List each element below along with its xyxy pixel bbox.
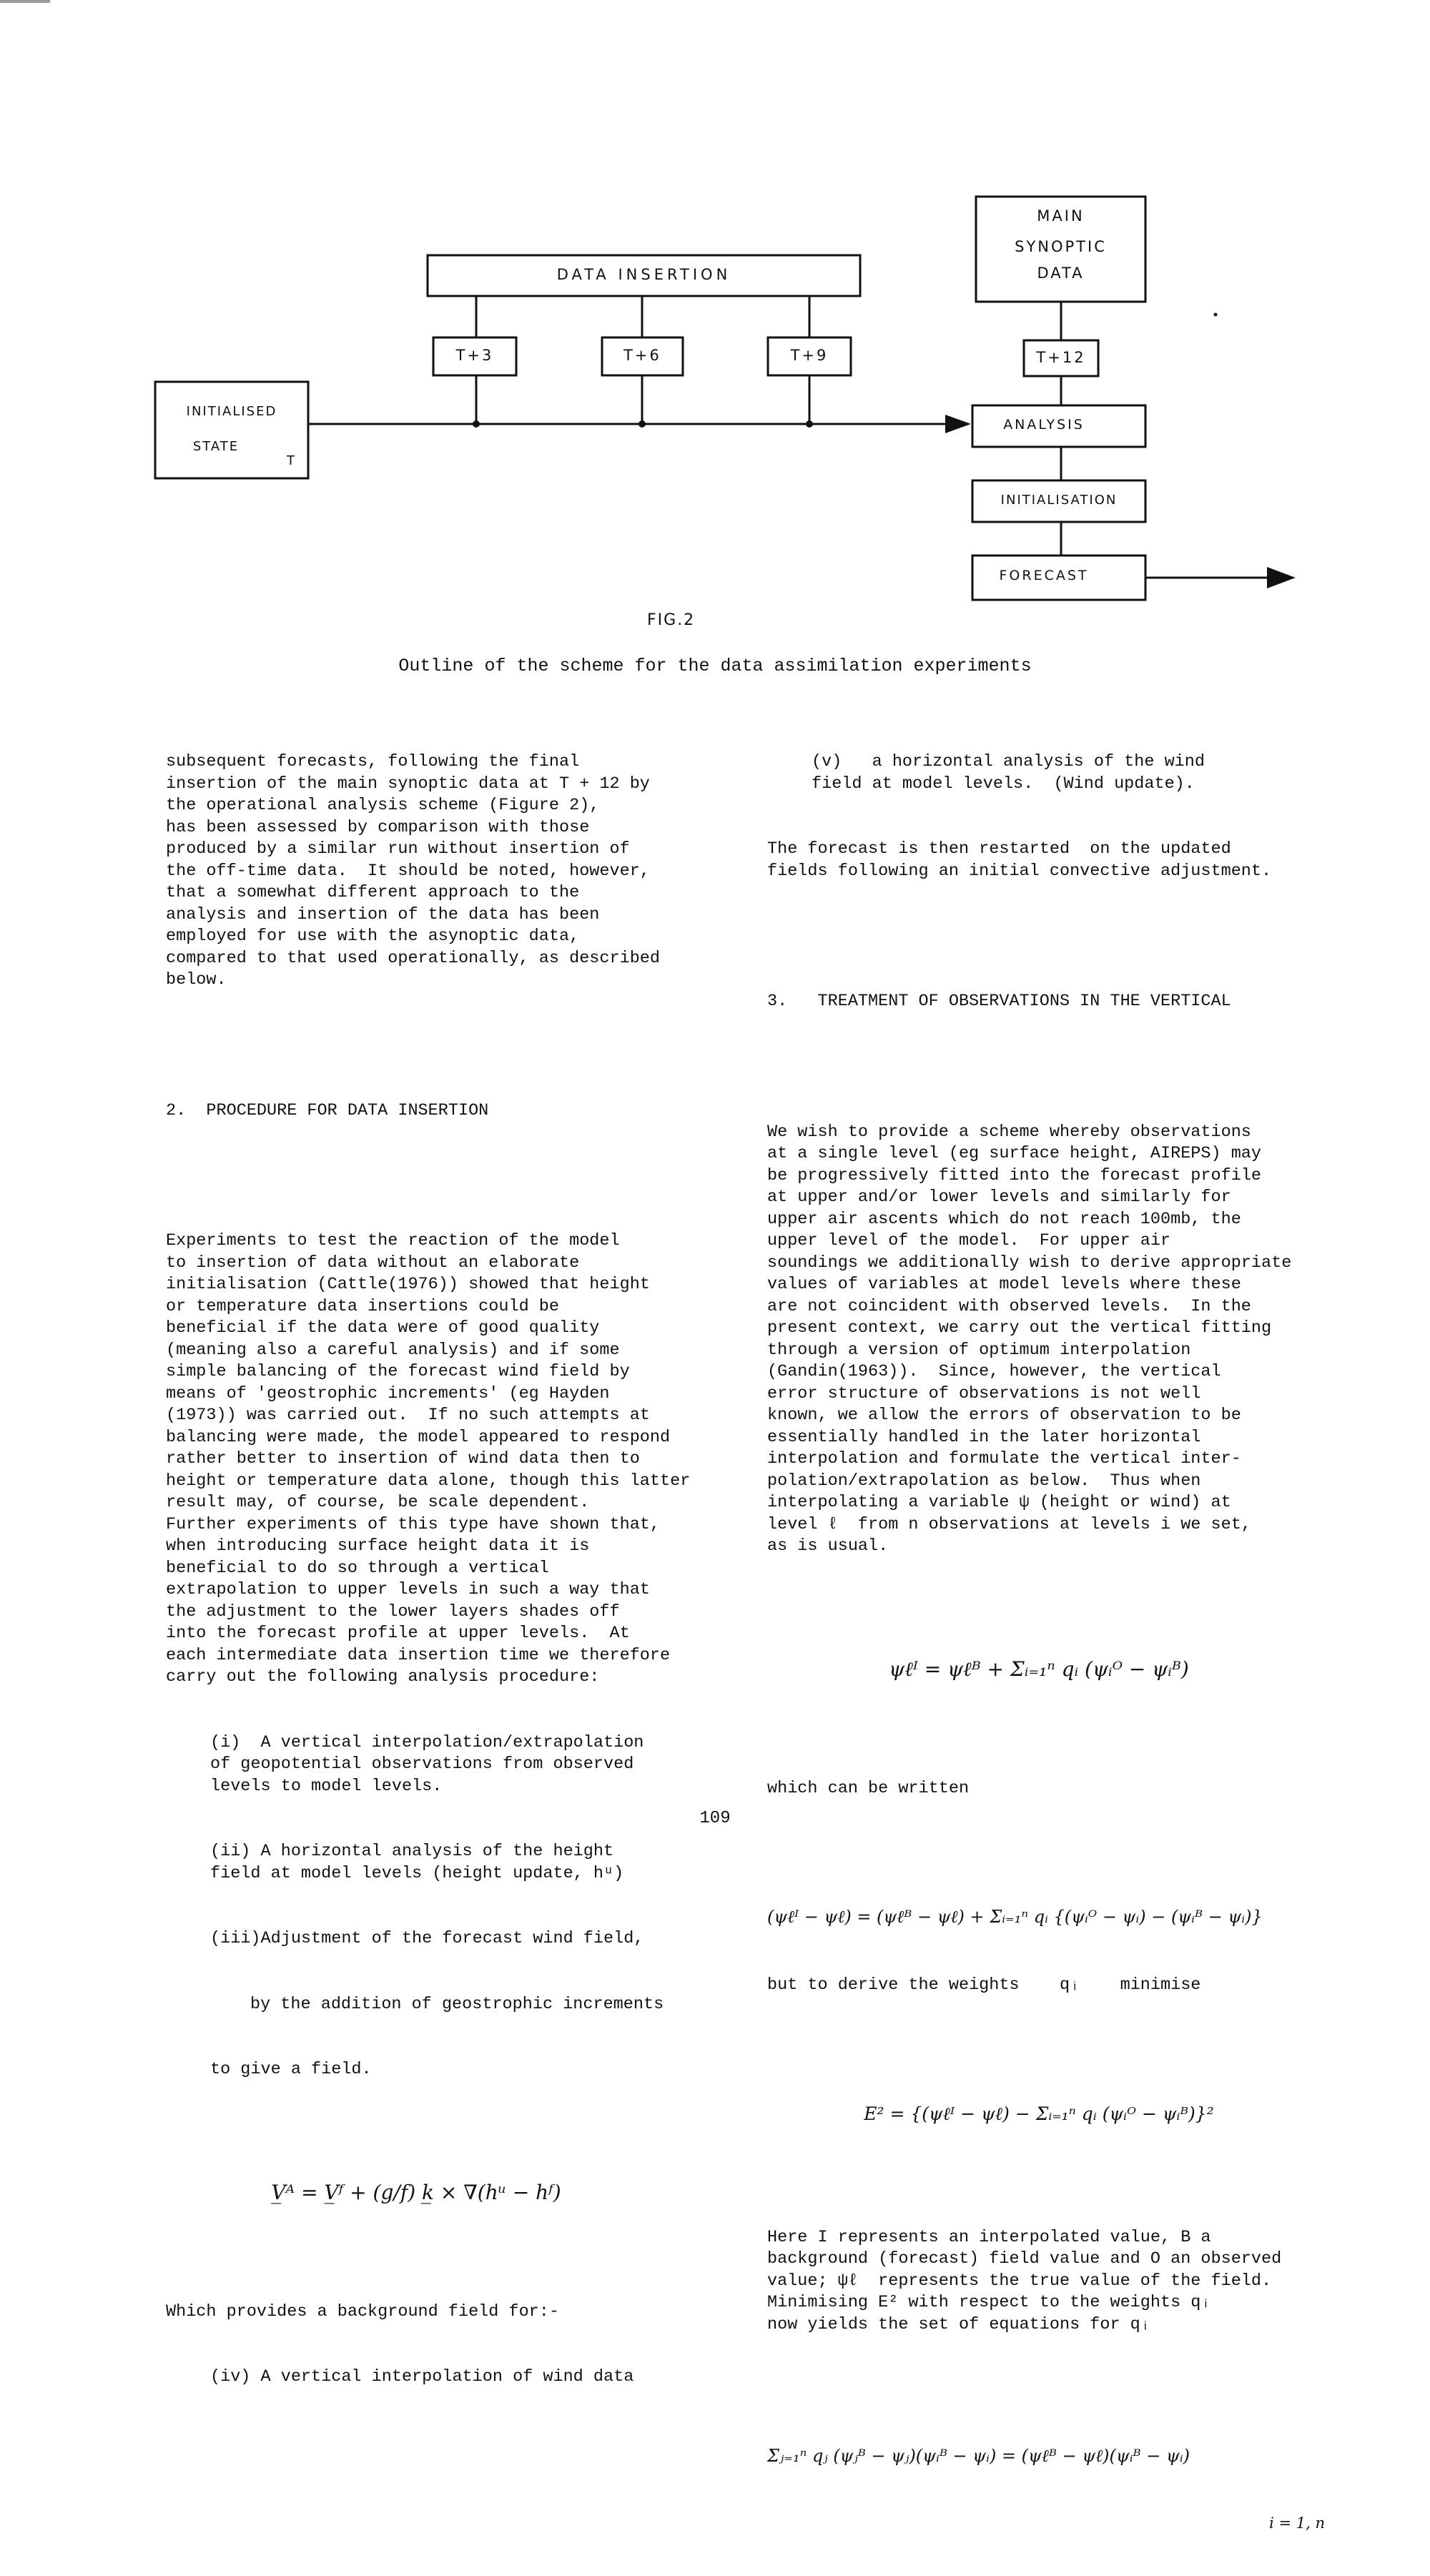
main-synoptic-label-2: SYNOPTIC — [1015, 238, 1107, 255]
error-equation: (ψℓᴵ − ψℓ) = (ψℓᴮ − ψℓ) + Σᵢ₌₁ⁿ qᵢ {(ψᵢᴼ − ψᵢ) − (ψᵢᴮ − ψᵢ)} — [767, 1907, 1263, 1927]
section-3-heading: 3. TREATMENT OF OBSERVATIONS IN THE VERTICAL — [767, 992, 1231, 1011]
procedure-item-i: (i) A vertical interpolation/extrapolation of geopotential observations from observed levels to model levels. — [210, 1732, 644, 1796]
flow-diagram — [0, 0, 1430, 643]
analysis-label: ANALYSIS — [1003, 417, 1085, 433]
page-number: 109 — [699, 1809, 731, 1828]
definitions-text: Here I represents an interpolated value, B a background (forecast) field value and O an observed value; ψℓ represents the true value of the field. Minimising E² with respect to the weights qᵢ now yields the set of equations for qᵢ — [767, 2227, 1282, 2334]
interpolation-equation: ψℓᴵ = ψℓᴮ + Σᵢ₌₁ⁿ qᵢ (ψᵢᴼ − ψᵢᴮ) — [889, 1657, 1189, 1681]
figure-caption: Outline of the scheme for the data assimilation experiments — [398, 656, 1032, 676]
left-column — [166, 708, 724, 2432]
intro-paragraph: subsequent forecasts, following the final insertion of the main synoptic data at T + 12 by the operational analysis scheme (Figure 2), has been assessed by comparison with those produced by a similar run without insertion of the off-time data. It should be noted, however, that a somewhat different approach to the analysis and insertion of the data has been employed for use with the asynoptic data, compared to that used operationally, as described below. — [166, 752, 661, 990]
derive-weights-text: but to derive the weights qᵢ minimise — [767, 1975, 1201, 1995]
figure-2-diagram — [0, 0, 1430, 643]
minimisation-equation: E² = {(ψℓᴵ − ψℓ) − Σᵢ₌₁ⁿ qᵢ (ψᵢᴼ − ψᵢᴮ)}² — [864, 2103, 1214, 2124]
section-3-body: We wish to provide a scheme whereby observations at a single level (eg surface height, AIREPS) may be progressively fitted into the forecast profile at upper and/or lower levels and similarly for upper air ascents which do not reach 100mb, the upper level of the model. For upper air soundings we additionally wish to derive appropriate values of variables at model levels where these are not coincident with observed levels. In the present context, we carry out the vertical fitting through a version of optimum interpolation (Gandin(1963)). Since, however, the vertical error structure of observations is not well known, we allow the errors of observation to be essentially handled in the later horizontal interpolation and formulate the vertical inter- polation/extrapolation as below. Thus when interpolating a variable ψ (height or wind) at level ℓ from n observations at levels i we set, as is usual. — [767, 1122, 1292, 1556]
forecast-label: FORECAST — [999, 568, 1089, 583]
t9-label: T+9 — [790, 347, 829, 364]
main-synoptic-label-3: DATA — [1037, 265, 1085, 282]
procedure-item-iii-cont: by the addition of geostrophic increments — [250, 1994, 664, 2014]
procedure-item-v: (v) a horizontal analysis of the wind field at model levels. (Wind update). — [812, 752, 1205, 794]
t12-label: T+12 — [1036, 349, 1086, 366]
data-insertion-label: DATA INSERTION — [556, 266, 731, 283]
restart-text: The forecast is then restarted on the updated fields following an initial convective adjustment. — [767, 839, 1272, 881]
state-label: STATE — [192, 439, 240, 454]
weights-system-equation: Σⱼ₌₁ⁿ qⱼ (ψⱼᴮ − ψⱼ)(ψᵢᴮ − ψᵢ) = (ψℓᴮ − ψℓ)(ψᵢᴮ − ψᵢ) — [767, 2446, 1190, 2466]
procedure-item-iii-end: to give a field. — [210, 2060, 372, 2079]
initialisation-label: INITIALISATION — [1000, 493, 1118, 508]
procedure-item-ii: (ii) A horizontal analysis of the height field at model levels (height update, hᵘ) — [210, 1842, 624, 1883]
figure-label: FIG.2 — [647, 611, 696, 629]
initialised-label: INITIALISED — [186, 404, 277, 419]
background-field-text: Which provides a background field for:- — [166, 2301, 559, 2321]
right-column — [767, 708, 1396, 2576]
section-2-body: Experiments to test the reaction of the model to insertion of data without an elaborate initialisation (Cattle(1976)) showed that height or temperature data insertions could be beneficial if the data were of good quality (meaning also a careful analysis) and if some simple balancing of the forecast wind field by means of 'geostrophic increments' (eg Hayden (1973)) was carried out. If no such attempts at balancing were made, the model appeared to respond rather better to insertion of wind data then to height or temperature data alone, though this latter result may, of course, be scale dependent. Further experiments of this type have shown that, when introducing surface height data it is beneficial to do so through a vertical extrapolation to upper levels in such a way that the adjustment to the lower layers shades off into the forecast profile at upper levels. At each intermediate data insertion time we therefore carry out the following analysis procedure: — [166, 1231, 691, 1687]
weights-system-index: i = 1, n — [1269, 2515, 1325, 2532]
procedure-item-iv: (iv) A vertical interpolation of wind data — [210, 2367, 634, 2387]
state-t-label: T — [287, 453, 297, 468]
procedure-item-iii: (iii)Adjustment of the forecast wind field, — [210, 1929, 644, 1948]
geostrophic-increment-equation: V̲ᴬ = V̲ᶠ + (g/f) k̲ × ∇(hᵘ − hᶠ) — [271, 2180, 561, 2204]
section-2-heading: 2. PROCEDURE FOR DATA INSERTION — [166, 1100, 489, 1120]
t3-label: T+3 — [455, 347, 494, 364]
which-can-be-written: which can be written — [767, 1778, 970, 1798]
main-synoptic-label-1: MAIN — [1037, 207, 1085, 224]
t6-label: T+6 — [623, 347, 661, 364]
